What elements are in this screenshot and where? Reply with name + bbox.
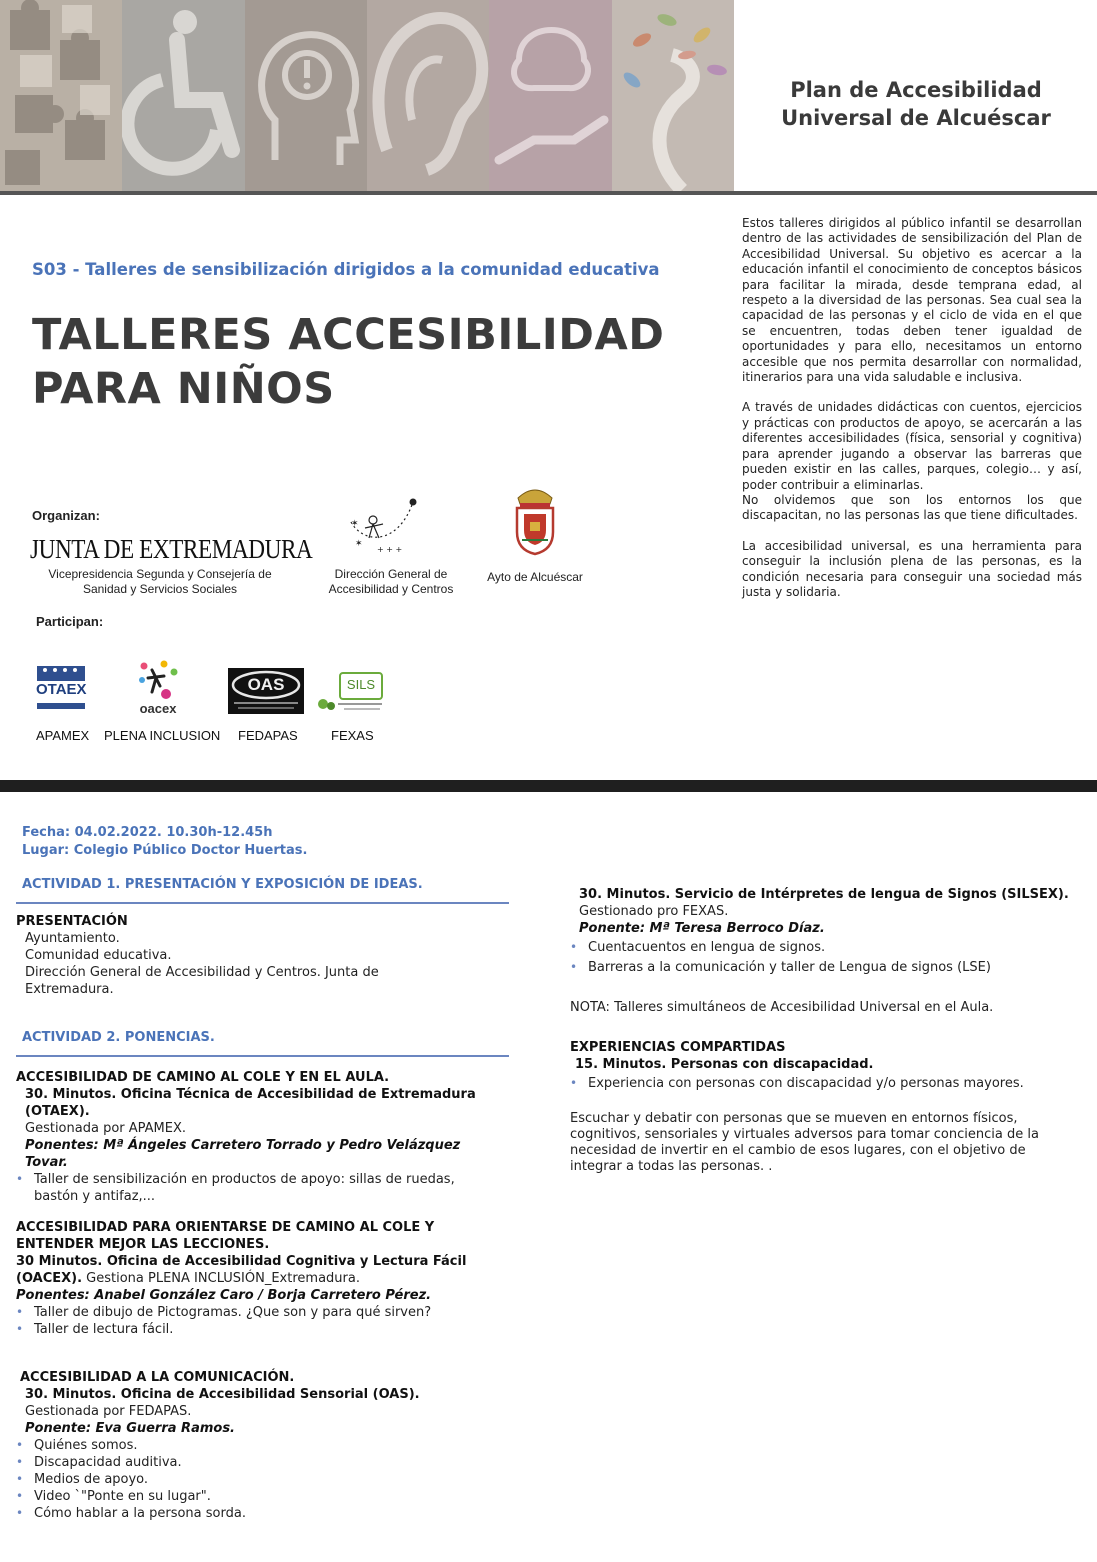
note: NOTA: Talleres simultáneos de Accesibilidad Universal en el Aula. [570, 1000, 994, 1015]
experiences-heading: EXPERIENCIAS COMPARTIDAS [570, 1040, 786, 1055]
intro-paragraph: A través de unidades didácticas con cuentos, ejercicios y prácticas con productos de apoyo, se acercarán a las diferentes accesibilidades (física, sensorial y cognitiva) para aprender jugando a observar las barreras que pueden existir en las calles, parques, colegio… y así, poder contribuir a eliminarlas. [742, 400, 1082, 492]
partner-plena-inclusion: PLENA INCLUSION [104, 728, 221, 743]
dg-accesibilidad-logo [343, 494, 419, 560]
event-date: Fecha: 04.02.2022. 10.30h-12.45h [22, 825, 273, 840]
list-item: • Cómo hablar a la persona sorda. [16, 1505, 501, 1522]
session-speakers: Ponentes: Anabel González Caro / Borja Carretero Pérez. [16, 1288, 432, 1303]
dg-caption-line2: Accesibilidad y Centros [328, 582, 454, 596]
plan-title-line2: Universal de Alcuéscar [781, 106, 1051, 130]
otaex-logo [35, 665, 87, 715]
ear-panel [367, 0, 489, 193]
page-title [32, 308, 692, 416]
oacex-logo [130, 660, 186, 718]
presenter-item: Comunidad educativa. [25, 948, 172, 963]
stars-figure-icon [343, 494, 419, 556]
activity2-block1 [16, 1069, 501, 1205]
block-title: ACCESIBILIDAD PARA ORIENTARSE DE CAMINO AL COLE Y ENTENDER MEJOR LAS LECCIONES. [16, 1220, 435, 1252]
sils-logo [316, 672, 388, 716]
list-item: • Taller de dibujo de Pictogramas. ¿Que son y para qué sirven? [16, 1304, 501, 1321]
session-managed: Gestionada por FEDAPAS. [25, 1404, 192, 1419]
partner-fexas: FEXAS [331, 728, 374, 743]
organizers-label: Organizan: [32, 508, 100, 523]
page-divider [0, 780, 1097, 792]
event-info [22, 824, 307, 860]
junta-logo: JUNTA DE EXTREMADURA [30, 534, 313, 564]
activity1-content [16, 913, 496, 998]
coat-of-arms-icon [512, 484, 558, 556]
junta-caption [40, 567, 280, 597]
right-column [570, 886, 1075, 1175]
wheelchair-icon [122, 0, 244, 193]
oas-logo [228, 668, 304, 714]
tree-icon [612, 0, 734, 193]
session-title: 30. Minutos. Oficina Técnica de Accesibilidad de Extremadura (OTAEX). [25, 1087, 476, 1119]
intro-text [742, 216, 1082, 615]
session-bullets [16, 1437, 501, 1522]
block-title: ACCESIBILIDAD DE CAMINO AL COLE Y EN EL AULA. [16, 1070, 390, 1085]
plan-title-line1: Plan de Accesibilidad [790, 78, 1042, 102]
ayto-caption: Ayto de Alcuéscar [487, 570, 583, 584]
junta-caption-line2: Sanidad y Servicios Sociales [82, 582, 238, 596]
session-speakers: Ponente: Eva Guerra Ramos. [25, 1421, 235, 1436]
dg-caption [322, 567, 460, 597]
session-line [16, 1253, 501, 1287]
activity2-block2 [16, 1219, 501, 1338]
oas-logo-text: OAS [247, 675, 285, 694]
session-bullets [16, 1304, 501, 1338]
event-place: Lugar: Colegio Público Doctor Huertas. [22, 843, 308, 858]
list-item: • Discapacidad auditiva. [16, 1454, 501, 1471]
svg-text:+ + +: + + + [377, 545, 403, 554]
puzzle-panel [0, 0, 122, 193]
svg-text:✶: ✶ [351, 519, 359, 529]
session-speakers: Ponentes: Mª Ángeles Carretero Torrado y Pedro Velázquez Tovar. [25, 1138, 461, 1170]
ear-icon [367, 0, 489, 193]
closing-paragraph: Escuchar y debatir con personas que se mueven en entornos físicos, cognitivos, sensoriales y virtuales adversos para tomar conciencia de la necesidad de invertir en el cambio de esos lugares, con el objetivo de integrar a todas las personas. . [570, 1111, 1039, 1174]
wheelchair-panel [122, 0, 244, 193]
block-title: ACCESIBILIDAD A LA COMUNICACIÓN. [20, 1370, 295, 1385]
activity2-rule [16, 1055, 509, 1057]
list-item: • Medios de apoyo. [16, 1471, 501, 1488]
session-bullets [16, 1171, 501, 1205]
intro-paragraph: Estos talleres dirigidos al público infantil se desarrollan dentro de las actividades de sensibilización del Plan de Accesibilidad Universal. Su objetivo es acercar a la educación infantil el conocimiento de conceptos básicos para facilitar la mirada, desde temprana edad, al respeto a la diversidad de las personas. Sea cual sea la capacidad de las personas y el ciclo de vida en el que se encuentren, todas deben tener igualdad de oportunidades y para ello, necesitamos un entorno accesible que nos permita desarrollar con normalidad, itinerarios para una vida saludable e inclusiva. [742, 216, 1082, 385]
partner-fedapas: FEDAPAS [238, 728, 298, 743]
partner-apamex: APAMEX [36, 728, 90, 743]
list-item: • Experiencia con personas con discapacidad y/o personas mayores. [570, 1075, 1075, 1092]
svg-text:✶: ✶ [355, 539, 363, 549]
puzzle-icon [0, 0, 122, 193]
session-managed: Gestionado pro FEXAS. [579, 904, 729, 919]
session-bullets [570, 939, 1075, 976]
header-banner [0, 0, 734, 193]
sils-logo-text: SILS [346, 677, 376, 692]
oacex-figure-icon [130, 660, 186, 700]
head-panel [245, 0, 367, 193]
activity1-heading: ACTIVIDAD 1. PRESENTACIÓN Y EXPOSICIÓN DE IDEAS. [22, 877, 423, 892]
list-item: • Taller de lectura fácil. [16, 1321, 501, 1338]
page-title-line2: PARA NIÑOS [32, 364, 335, 414]
brain-panel [489, 0, 611, 193]
experiences-session: 15. Minutos. Personas con discapacidad. [575, 1057, 874, 1072]
session-title: 30 Minutos. Oficina de Accesibilidad Cognitiva y Lectura Fácil (OACEX). [16, 1254, 467, 1286]
presenter-item: Dirección General de Accesibilidad y Centros. Junta de Extremadura. [25, 965, 379, 997]
tree-panel [612, 0, 734, 193]
experiences-bullets [570, 1075, 1075, 1092]
session-managed: Gestionada por APAMEX. [25, 1121, 187, 1136]
presenter-item: Ayuntamiento. [25, 931, 120, 946]
list-item: • Quiénes somos. [16, 1437, 501, 1454]
activity2-block3 [16, 1369, 501, 1522]
session-speakers: Ponente: Mª Teresa Berroco Díaz. [579, 921, 825, 936]
brain-hand-icon [489, 0, 611, 193]
oacex-logo-text: oacex [139, 701, 177, 716]
list-item: • Barreras a la comunicación y taller de Lengua de signos (LSE) [570, 959, 1075, 976]
intro-paragraph: La accesibilidad universal, es una herramienta para conseguir la inclusión plena de las personas, es la condición necesaria para conseguir una sociedad más justa y solidaria. [742, 538, 1082, 599]
section-code: S03 - Talleres de sensibilización dirigidos a la comunidad educativa [32, 260, 660, 279]
dg-caption-line1: Dirección General de [334, 567, 448, 581]
activity2-heading: ACTIVIDAD 2. PONENCIAS. [22, 1030, 215, 1045]
head-icon [245, 0, 367, 193]
presentation-heading: PRESENTACIÓN [16, 914, 128, 929]
participants-label: Participan: [36, 614, 104, 629]
otaex-logo-text: OTAEX [36, 681, 87, 698]
page-title-line1: TALLERES ACCESIBILIDAD [32, 310, 665, 360]
plan-title [760, 76, 1072, 132]
activity1-rule [16, 902, 509, 904]
list-item: • Taller de sensibilización en productos de apoyo: sillas de ruedas, bastón y antifaz,... [16, 1171, 501, 1205]
session-managed: Gestiona PLENA INCLUSIÓN_Extremadura. [82, 1271, 360, 1286]
session-title: 30. Minutos. Servicio de Intérpretes de lengua de Signos (SILSEX). [579, 887, 1069, 902]
list-item: • Video `"Ponte en su lugar". [16, 1488, 501, 1505]
intro-paragraph: No olvidemos que son los entornos los que discapacitan, no las personas las que tiene dificultades. [742, 492, 1082, 523]
banner-divider [0, 191, 1097, 195]
list-item: • Cuentacuentos en lengua de signos. [570, 939, 1075, 956]
junta-caption-line1: Vicepresidencia Segunda y Consejería de [48, 567, 272, 581]
ayto-shield-logo [512, 484, 558, 560]
session-title: 30. Minutos. Oficina de Accesibilidad Sensorial (OAS). [25, 1387, 420, 1402]
